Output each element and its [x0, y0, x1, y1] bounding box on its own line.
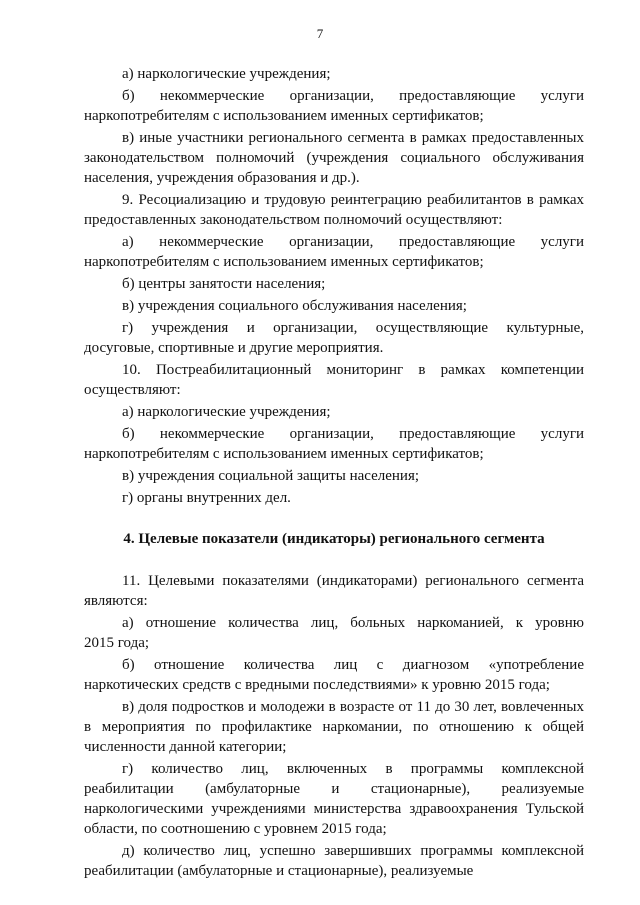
paragraph [84, 402, 584, 422]
paragraph [84, 86, 584, 126]
text-line: в) учреждения социального обслуживания населения; [122, 298, 467, 314]
text-line: осуществляют: [84, 382, 181, 398]
text-line: 9. Ресоциализацию и трудовую реинтеграцию реабилитантов в рамках [122, 192, 584, 208]
text-line: а) наркологические учреждения; [122, 66, 331, 82]
text-line: б) некоммерческие организации, предоставляющие услуги [122, 88, 584, 104]
paragraph [84, 697, 584, 757]
text-line: д) количество лиц, успешно завершивших программы комплексной [122, 843, 584, 859]
text-line: наркопотребителям с использованием именных сертификатов; [84, 446, 484, 462]
text-line: г) органы внутренних дел. [122, 490, 291, 506]
text-line: наркопотребителям с использованием именных сертификатов; [84, 254, 484, 270]
text-line: 10. Постреабилитационный мониторинг в рамках компетенции [122, 362, 584, 378]
paragraph [84, 190, 584, 230]
paragraph [84, 232, 584, 272]
text-line: наркологическими учреждениями министерства здравоохранения Тульской [84, 801, 584, 817]
text-line: наркотических средств с вредными последствиями» к уровню 2015 года; [84, 677, 550, 693]
text-line: в) иные участники регионального сегмента в рамках предоставленных [122, 130, 584, 146]
paragraph [84, 296, 584, 316]
page-number: 7 [316, 26, 324, 41]
text-line: б) центры занятости населения; [122, 276, 326, 292]
paragraph [84, 759, 584, 839]
text-line: наркопотребителям с использованием именных сертификатов; [84, 108, 484, 124]
text-line: г) количество лиц, включенных в программы комплексной [122, 761, 584, 777]
section-heading: 4. Целевые показатели (индикаторы) регионального сегмента [123, 531, 545, 547]
text-line: в) доля подростков и молодежи в возрасте от 11 до 30 лет, вовлеченных [122, 699, 584, 715]
text-line: предоставленных законодательством полномочий осуществляют: [84, 212, 503, 228]
text-line: реабилитации (амбулаторные и стационарные), реализуемые [84, 781, 584, 797]
text-line: досуговые, спортивные и другие мероприятия. [84, 340, 384, 356]
paragraph [84, 360, 584, 400]
document-body [84, 62, 584, 881]
text-line: 11. Целевыми показателями (индикаторами) регионального сегмента [122, 573, 584, 589]
text-line: а) отношение количества лиц, больных наркоманией, к уровню [122, 615, 584, 631]
text-line: законодательством полномочий (учреждения социального обслуживания [84, 150, 584, 166]
text-line: 2015 года; [84, 635, 150, 651]
text-line: а) наркологические учреждения; [122, 404, 331, 420]
paragraph [84, 424, 584, 464]
text-line: реабилитации (амбулаторные и стационарные), реализуемые [84, 863, 474, 879]
paragraph [84, 655, 584, 695]
paragraph [84, 318, 584, 358]
text-line: в мероприятия по профилактике наркомании, по отношению к общей [84, 719, 584, 735]
paragraph [84, 841, 584, 881]
paragraph [84, 128, 584, 188]
text-line: а) некоммерческие организации, предоставляющие услуги [122, 234, 584, 250]
paragraph [84, 613, 584, 653]
paragraph [84, 488, 584, 508]
text-line: б) отношение количества лиц с диагнозом «употребление [122, 657, 584, 673]
text-line: являются: [84, 593, 148, 609]
section-paragraphs-1 [84, 64, 584, 508]
text-line: области, по соотношению с уровнем 2015 года; [84, 821, 387, 837]
paragraph [84, 64, 584, 84]
text-line: г) учреждения и организации, осуществляющие культурные, [122, 320, 584, 336]
paragraph [84, 571, 584, 611]
text-line: населения, учреждения образования и др.). [84, 170, 360, 186]
text-line: в) учреждения социальной защиты населения; [122, 468, 420, 484]
section-paragraphs-2 [84, 571, 584, 881]
text-line: б) некоммерческие организации, предоставляющие услуги [122, 426, 584, 442]
paragraph [84, 466, 584, 486]
text-line: численности данной категории; [84, 739, 287, 755]
paragraph [84, 274, 584, 294]
